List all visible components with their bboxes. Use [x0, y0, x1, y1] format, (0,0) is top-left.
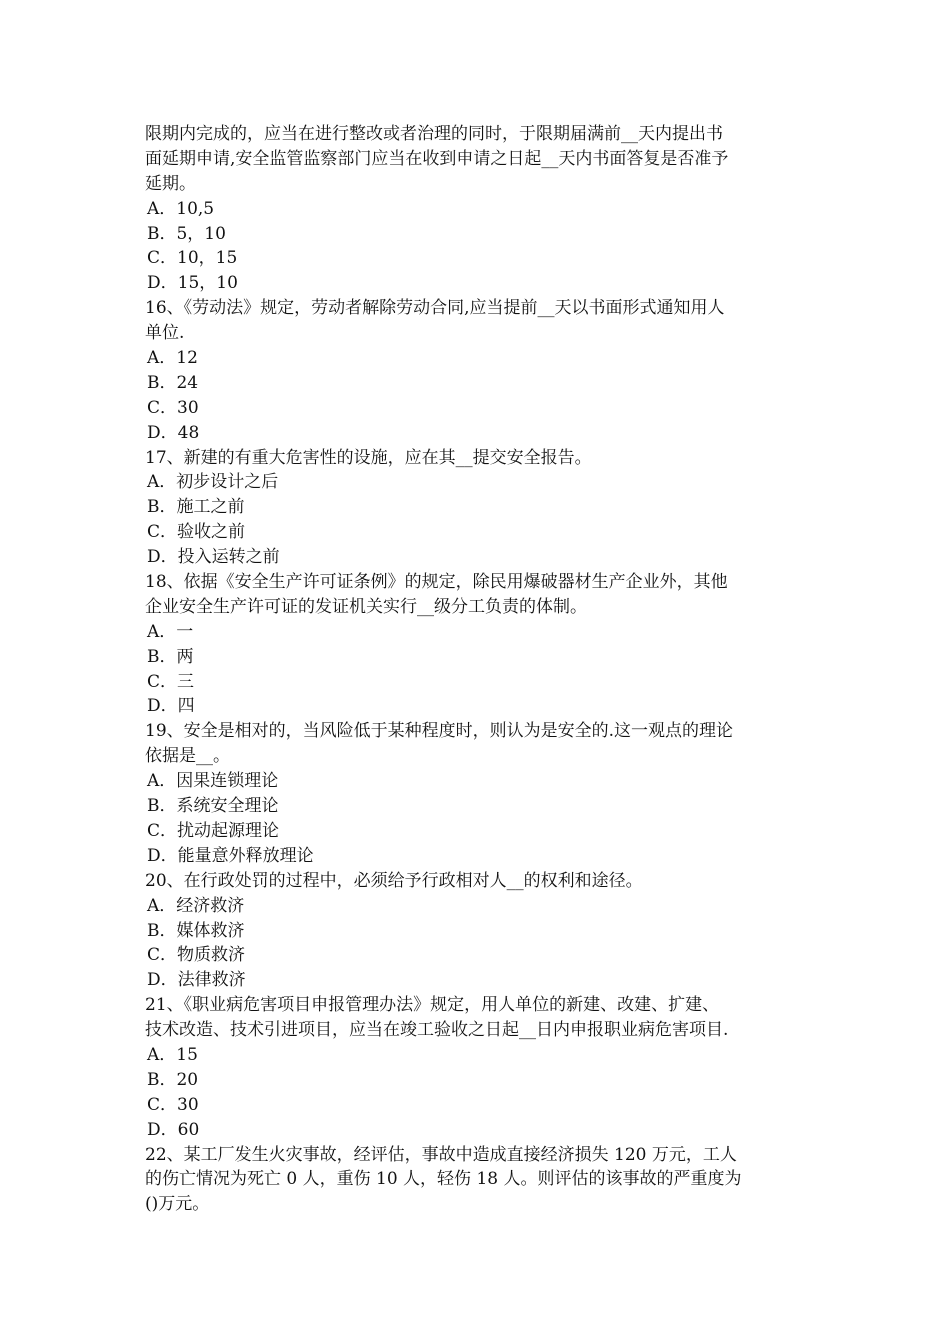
question-text-line: 面延期申请,安全监管监察部门应当在收到申请之日起__天内书面答复是否准予	[145, 148, 729, 169]
question-text-line: 19、安全是相对的，当风险低于某种程度时，则认为是安全的.这一观点的理论	[145, 721, 734, 742]
answer-option-line: A．经济救济	[147, 895, 245, 916]
question-text-line: 18、依据《安全生产许可证条例》的规定，除民用爆破器材生产企业外，其他	[145, 572, 728, 593]
answer-option-line: B．24	[147, 372, 199, 393]
answer-option-line: A．初步设计之后	[147, 472, 279, 493]
question-text-line: 20、在行政处罚的过程中，必须给予行政相对人__的权利和途径。	[145, 870, 643, 891]
answer-option-line: B．系统安全理论	[147, 796, 279, 817]
answer-option-line: D．四	[147, 696, 195, 717]
answer-option-line: A．15	[147, 1044, 198, 1065]
answer-option-line: B．媒体救济	[147, 920, 245, 941]
question-text-line: 单位.	[145, 323, 185, 344]
question-text-line: 依据是__。	[145, 746, 230, 767]
answer-option-line: D．48	[147, 422, 200, 443]
answer-option-line: A．因果连锁理论	[147, 771, 279, 792]
answer-option-line: C．30	[147, 397, 199, 418]
answer-option-line: D．投入运转之前	[147, 547, 280, 568]
answer-option-line: C．物质救济	[147, 945, 246, 966]
question-text-line: 限期内完成的，应当在进行整改或者治理的同时，于限期届满前__天内提出书	[145, 124, 723, 144]
answer-option-line: B．5，10	[147, 223, 226, 244]
question-text-line: 延期。	[145, 173, 196, 194]
question-text-line: 技术改造、技术引进项目，应当在竣工验收之日起__日内申报职业病危害项目.	[145, 1020, 729, 1041]
question-text-line: ()万元。	[145, 1194, 210, 1215]
answer-option-line: C．30	[147, 1094, 199, 1115]
answer-option-line: C．扰动起源理论	[147, 820, 280, 841]
answer-option-line: D．能量意外释放理论	[147, 845, 314, 866]
document-page	[145, 122, 815, 1217]
answer-option-line: A．12	[147, 348, 198, 369]
answer-option-line: D．60	[147, 1119, 200, 1140]
question-text-line: 企业安全生产许可证的发证机关实行__级分工负责的体制。	[145, 596, 587, 617]
answer-option-line: A．一	[147, 621, 194, 642]
answer-option-line: B．施工之前	[147, 497, 245, 518]
answer-option-line: D．15，10	[147, 273, 238, 294]
answer-option-line: C．验收之前	[147, 522, 246, 543]
question-text-line: 的伤亡情况为死亡 0 人，重伤 10 人，轻伤 18 人。则评估的该事故的严重度为	[145, 1169, 742, 1190]
answer-option-line: B．20	[147, 1069, 199, 1090]
answer-option-line: D．法律救济	[147, 970, 246, 991]
answer-option-line: B．两	[147, 646, 194, 667]
answer-option-line: A．10,5	[147, 198, 215, 219]
question-text-line: 22、某工厂发生火灾事故，经评估，事故中造成直接经济损失 120 万元，工人	[145, 1144, 737, 1165]
question-text-line: 17、新建的有重大危害性的设施，应在其__提交安全报告。	[145, 447, 592, 468]
answer-option-line: C．10，15	[147, 248, 238, 269]
question-text-line: 16、《劳动法》规定，劳动者解除劳动合同,应当提前__天以书面形式通知用人	[145, 298, 725, 319]
answer-option-line: C．三	[147, 671, 195, 692]
question-text-line: 21、《职业病危害项目申报管理办法》规定，用人单位的新建、改建、扩建、	[145, 995, 720, 1016]
